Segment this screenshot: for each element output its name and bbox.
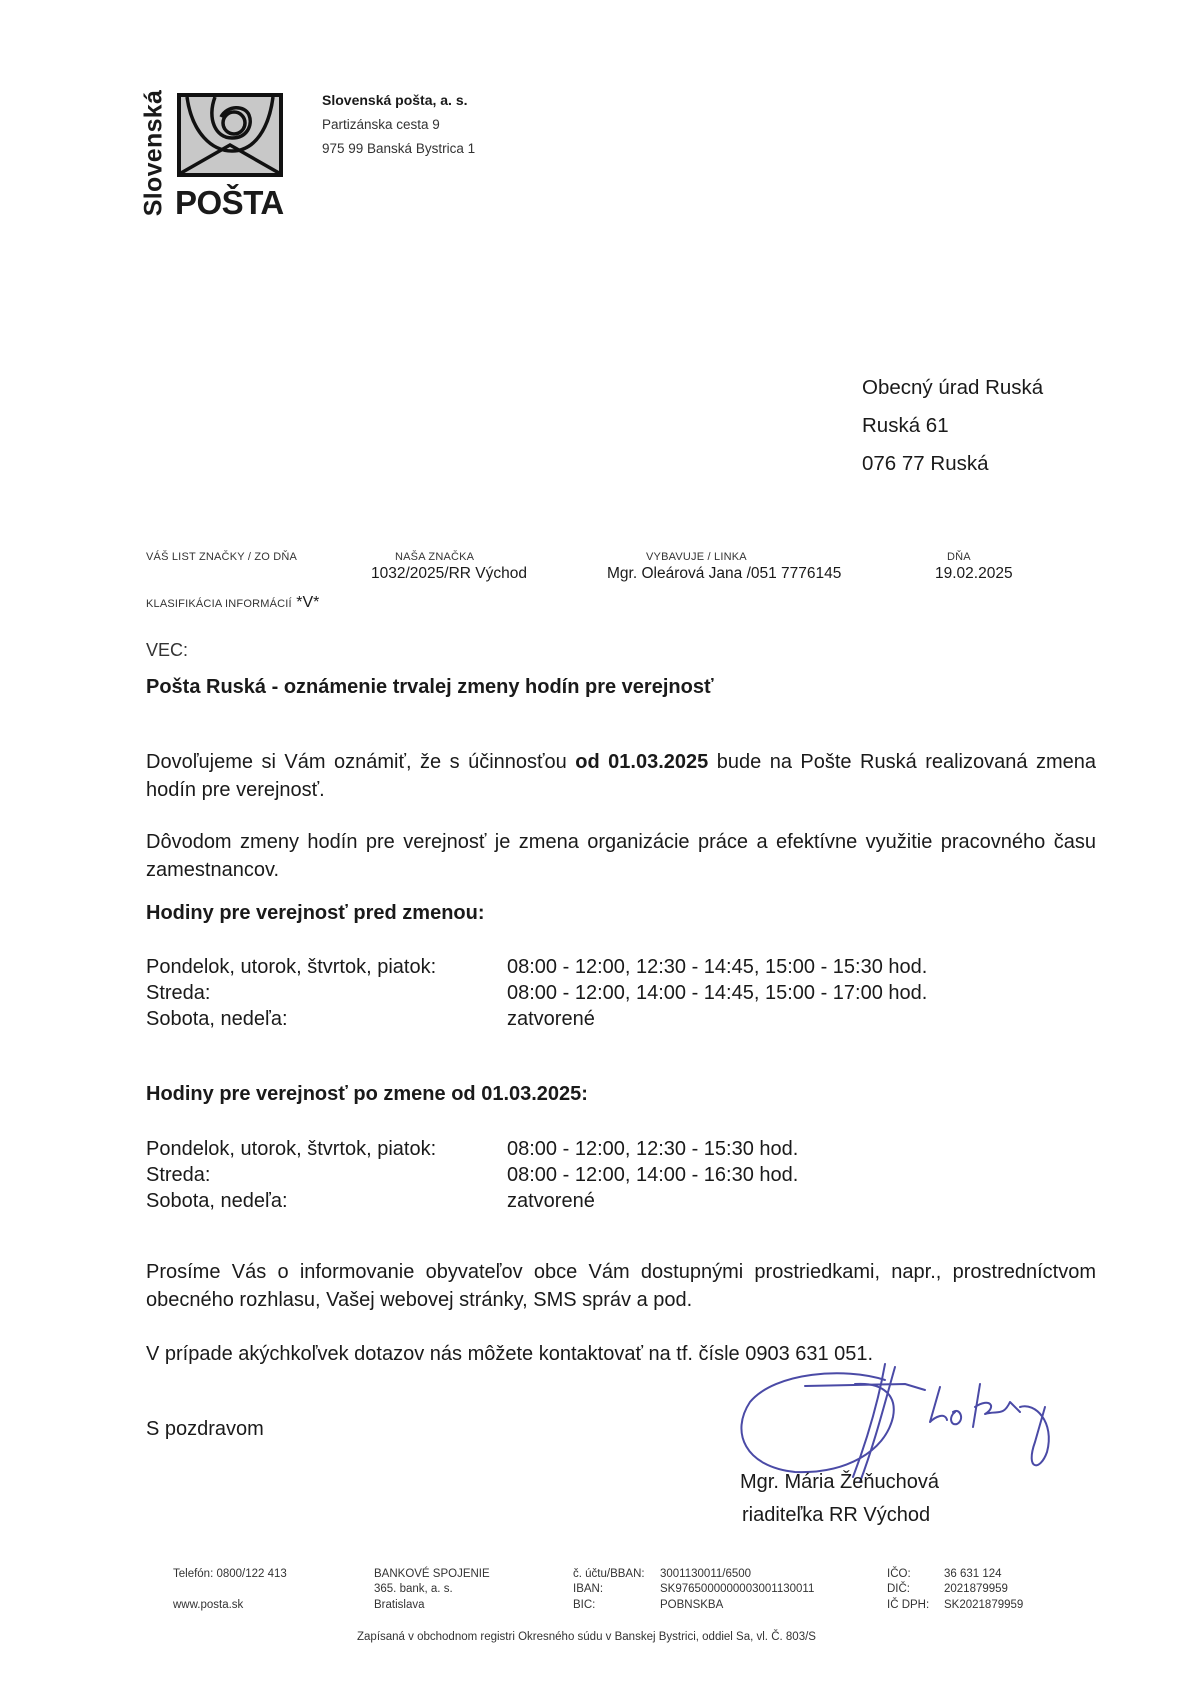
our-ref-value: 1032/2025/RR Východ bbox=[371, 565, 527, 582]
footer-dic-value: 2021879959 bbox=[944, 1583, 1008, 1595]
hours-after-hours-1: 08:00 - 12:00, 12:30 - 15:30 hod. bbox=[507, 1138, 799, 1160]
hours-before-hours-1: 08:00 - 12:00, 12:30 - 14:45, 15:00 - 15:30 hod. bbox=[507, 956, 928, 978]
paragraph-reason: Dôvodom zmeny hodín pre verejnosť je zmena organizácie práce a efektívne využitie pracovného času zamestnancov. bbox=[146, 831, 1096, 881]
footer-bban-value: 3001130011/6500 bbox=[660, 1568, 752, 1580]
recipient-line-3: 076 77 Ruská bbox=[862, 452, 989, 475]
footer-dic-label: DIČ: bbox=[887, 1583, 910, 1595]
your-letter-label: VÁŠ LIST ZNAČKY / ZO DŇA bbox=[146, 551, 298, 563]
paragraph-contact: V prípade akýchkoľvek dotazov nás môžete kontaktovať na tf. čísle 0903 631 051. bbox=[146, 1343, 874, 1365]
recipient-line-1: Obecný úrad Ruská bbox=[862, 376, 1044, 399]
greeting: S pozdravom bbox=[146, 1418, 264, 1440]
sender-street: Partizánska cesta 9 bbox=[322, 117, 440, 132]
subject-label: VEC: bbox=[146, 640, 189, 660]
logo-vertical-text: Slovenská bbox=[139, 89, 168, 217]
recipient-line-2: Ruská 61 bbox=[862, 414, 949, 437]
footer-register: Zapísaná v obchodnom registri Okresného súdu v Banskej Bystrici, oddiel Sa, vl. Č. 803/S bbox=[357, 1631, 816, 1643]
date-value: 19.02.2025 bbox=[935, 565, 1013, 582]
footer-web[interactable]: www.posta.sk bbox=[173, 1599, 244, 1611]
hours-after-days-3: Sobota, nedeľa: bbox=[146, 1190, 288, 1212]
classification-label: KLASIFIKÁCIA INFORMÁCIÍ bbox=[146, 598, 292, 610]
hours-before-days-2: Streda: bbox=[146, 982, 211, 1004]
footer-bic-value: POBNSKBA bbox=[660, 1599, 724, 1611]
logo-wordmark: POŠTA bbox=[175, 184, 284, 221]
hours-before-days-1: Pondelok, utorok, štvrtok, piatok: bbox=[146, 956, 437, 978]
classification-value: *V* bbox=[296, 594, 320, 611]
hours-before-hours-3: zatvorené bbox=[507, 1008, 595, 1030]
date-label: DŇA bbox=[947, 551, 971, 563]
footer-ico-value: 36 631 124 bbox=[944, 1568, 1002, 1580]
classification bbox=[146, 594, 319, 612]
footer-bank-heading: BANKOVÉ SPOJENIE bbox=[374, 1568, 490, 1580]
footer-bic-label: BIC: bbox=[573, 1599, 596, 1611]
hours-before-heading: Hodiny pre verejnosť pred zmenou: bbox=[146, 902, 485, 924]
footer-ico-label: IČO: bbox=[887, 1568, 911, 1580]
footer-bban-label: č. účtu/BBAN: bbox=[573, 1568, 645, 1580]
hours-before-hours-2: 08:00 - 12:00, 14:00 - 14:45, 15:00 - 17:00 hod. bbox=[507, 982, 928, 1004]
footer-icdph-label: IČ DPH: bbox=[887, 1599, 930, 1611]
footer-bank-name: 365. bank, a. s. bbox=[374, 1583, 453, 1595]
footer-iban-value: SK9765000000003001130011 bbox=[660, 1583, 815, 1595]
subject-title: Pošta Ruská - oznámenie trvalej zmeny hodín pre verejnosť bbox=[146, 676, 714, 698]
effective-date: od 01.03.2025 bbox=[575, 751, 709, 773]
handled-by-value: Mgr. Oleárová Jana /051 7776145 bbox=[607, 565, 842, 582]
sender-city: 975 99 Banská Bystrica 1 bbox=[322, 141, 476, 156]
footer-icdph-value: SK2021879959 bbox=[944, 1599, 1024, 1611]
our-ref-label: NAŠA ZNAČKA bbox=[395, 551, 475, 563]
hours-after-heading: Hodiny pre verejnosť po zmene od 01.03.2025: bbox=[146, 1083, 588, 1105]
paragraph-effective-date: Dovoľujeme si Vám oznámiť, že s účinnosťou od 01.03.2025 bude na Pošte Ruská realizovaná zmena hodín pre verejnosť. bbox=[146, 751, 1096, 801]
hours-after-days-2: Streda: bbox=[146, 1164, 211, 1186]
sender-name: Slovenská pošta, a. s. bbox=[322, 92, 468, 108]
footer-bank-city: Bratislava bbox=[374, 1599, 425, 1611]
hours-after-hours-3: zatvorené bbox=[507, 1190, 595, 1212]
signer-name: Mgr. Mária Žeňuchová bbox=[740, 1471, 939, 1493]
footer-phone: Telefón: 0800/122 413 bbox=[173, 1568, 287, 1580]
signer-title: riaditeľka RR Východ bbox=[742, 1504, 931, 1526]
post-horn-envelope-icon bbox=[177, 93, 283, 177]
hours-before-days-3: Sobota, nedeľa: bbox=[146, 1008, 288, 1030]
paragraph-inform-residents: Prosíme Vás o informovanie obyvateľov obce Vám dostupnými prostriedkami, napr., prostredníctvom obecného rozhlasu, Vašej webovej stránky, SMS správ a pod. bbox=[146, 1261, 1096, 1311]
hours-after-hours-2: 08:00 - 12:00, 14:00 - 16:30 hod. bbox=[507, 1164, 799, 1186]
footer-iban-label: IBAN: bbox=[573, 1583, 604, 1595]
handled-by-label: VYBAVUJE / LINKA bbox=[646, 551, 747, 563]
hours-after-days-1: Pondelok, utorok, štvrtok, piatok: bbox=[146, 1138, 437, 1160]
